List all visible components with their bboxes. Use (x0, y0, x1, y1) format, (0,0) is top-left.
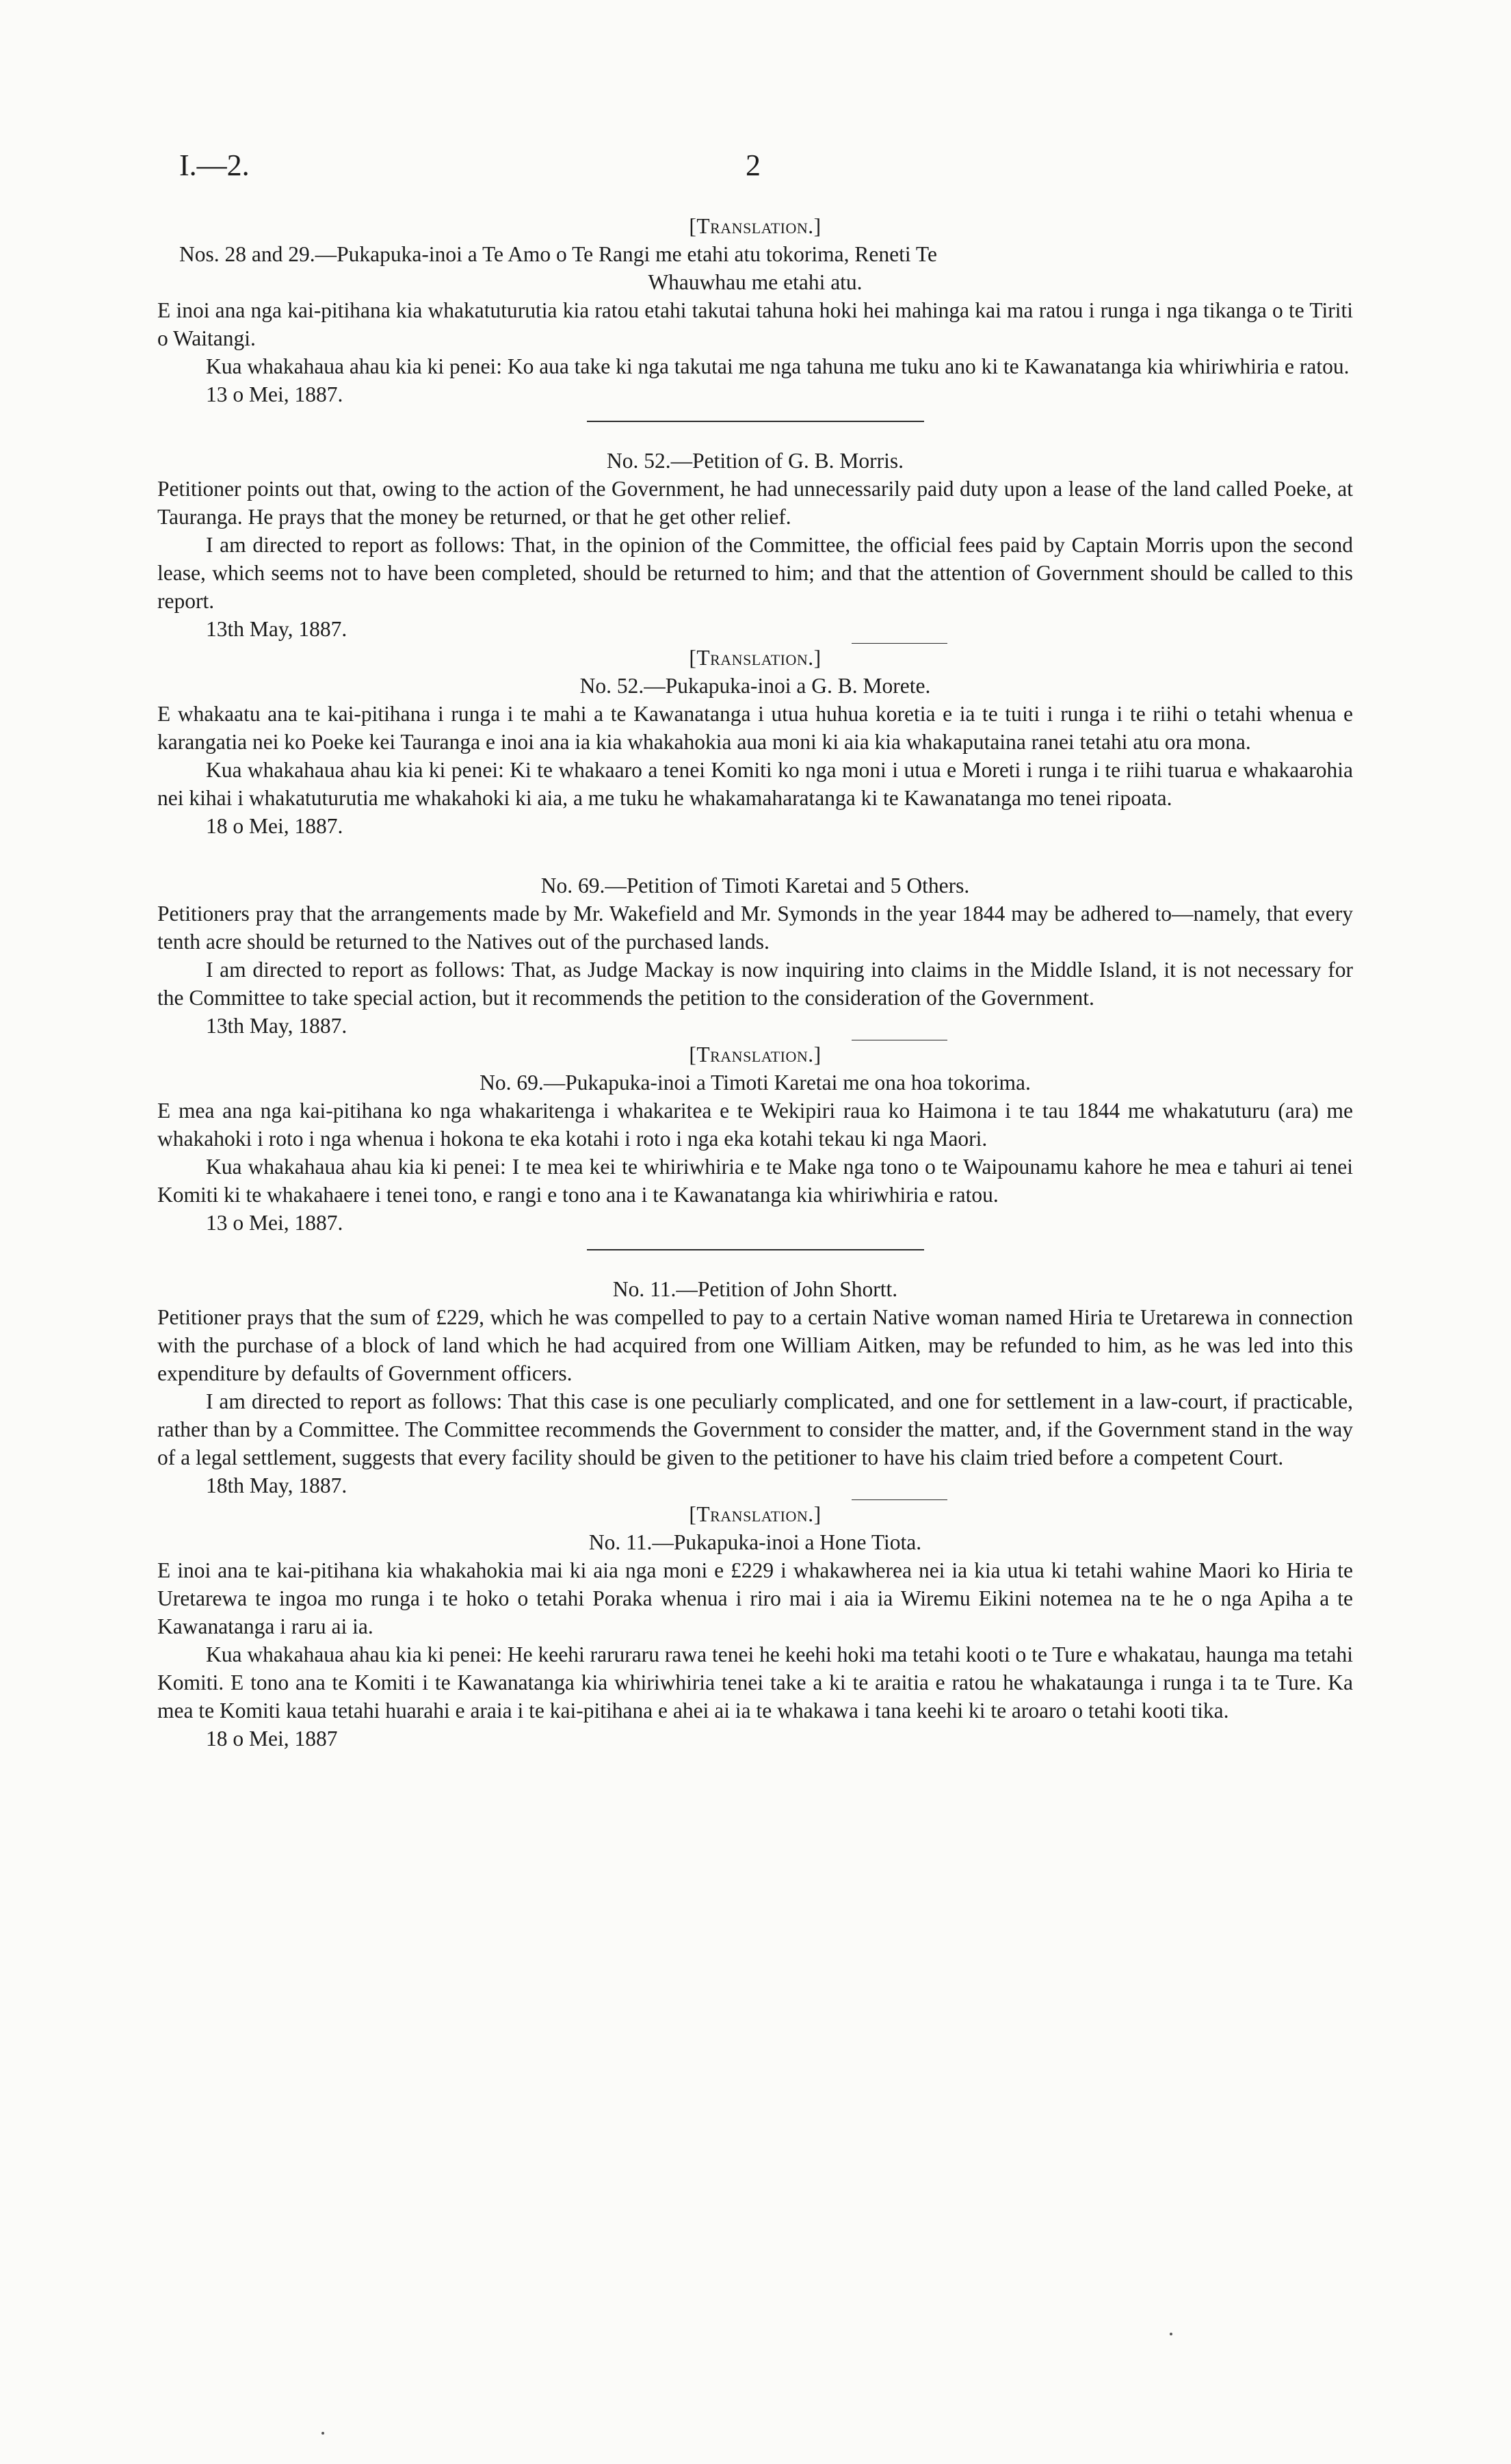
body-paragraph: I am directed to report as follows: That this case is one peculiarly complicated, and one for settlement in a law-court, if practicable, rather than by a Committee. The Committee recommends the Government to consider the matter, and, if the Government stand in the way of a legal settlement, suggests that every facility should be given to the petitioner to have his claim tried before a competent Court. (157, 1389, 1353, 1469)
date-line: 18th May, 1887. (206, 1473, 347, 1497)
body-paragraph: I am directed to report as follows: That, in the opinion of the Committee, the official fees paid by Captain Morris upon the second lease, which seems not to have been completed, should be returned to him; and that the attention of Government should be called to this report. (157, 533, 1353, 613)
body-paragraph: Petitioner prays that the sum of £229, which he was compelled to pay to a certain Native woman named Hiria te Uretarewa in connection with the purchase of a block of land which he had acquired from one William Aitken, may be refunded to him, as he was led into this expenditure by defaults of Government officers. (157, 1305, 1353, 1385)
body-paragraph: Kua whakahaua ahau kia ki penei: Ki te whakaaro a tenei Komiti ko nga moni i utua e Moreti i runga i te riihi tuarua e whakaarohia nei kihai i whakatuturutia me whakahoki ki aia, a me tuku he whakamaharatanga ki te Kawanatanga mo tenei ripoata. (157, 758, 1353, 810)
document-reference: I.—2. (179, 148, 250, 182)
translation-label: [Translation.] (689, 1502, 822, 1526)
document-body (157, 212, 1353, 1753)
section-title: No. 69.—Petition of Timoti Karetai and 5 Others. (540, 874, 970, 897)
body-paragraph: Kua whakahaua ahau kia ki penei: Ko aua take ki nga takutai me nga tahuna me tuku ano ki te Kawanatanga kia whiriwhiria e ratou. (206, 354, 1350, 378)
body-paragraph: Petitioner points out that, owing to the action of the Government, he had unnecessarily paid duty upon a lease of the land called Poeke, at Tauranga. He prays that the money be returned, or that he get other relief. (157, 477, 1353, 529)
body-paragraph: Kua whakahaua ahau kia ki penei: He keehi raruraru rawa tenei he keehi hoki ma tetahi kooti o te Ture e whakatau, haunga ma tetahi Komiti. E tono ana te Komiti i te Kawanatanga kia whiriwhiria tenei take a ki te araitia e ratou he whakataunga i runga i ta te Ture. Ka mea te Komiti kaua tetahi huarahi e araia i te kai-pitihana e ahei ai ia te whakawa i tana keehi ki te aroaro o tetahi kooti tika. (157, 1642, 1353, 1722)
section-title-continued: Whauwhau me etahi atu. (648, 270, 863, 294)
body-paragraph: Petitioners pray that the arrangements made by Mr. Wakefield and Mr. Symonds in the year 1844 may be adhered to—namely, that every tenth acre should be returned to the Natives out of the purchased lands. (157, 902, 1353, 954)
section-title: No. 52.—Petition of G. B. Morris. (606, 449, 904, 473)
date-line: 18 o Mei, 1887 (206, 1727, 338, 1751)
body-paragraph: E mea ana nga kai-pitihana ko nga whakaritenga i whakaritea e te Wekipiri raua ko Haimona i te tau 1844 me whakatuturu (ara) me whakahoki i roto i nga whenua i hokona te eka kotahi i roto i nga eka kotahi tekau ki nga Maori. (157, 1099, 1353, 1151)
date-line: 13 o Mei, 1887. (206, 382, 343, 406)
section-title: No. 52.—Pukapuka-inoi a G. B. Morete. (579, 674, 931, 698)
section-title: No. 11.—Petition of John Shortt. (612, 1277, 898, 1301)
date-line: 13th May, 1887. (206, 1014, 347, 1038)
body-paragraph: E inoi ana te kai-pitihana kia whakahokia mai ki aia nga moni e £229 i whakawherea nei ia kia utua ki tetahi wahine Maori ko Hiria te Uretarewa te ingoa mo runga i te hoko o tetahi Poraka whenua i riro mai i aia ia Wiremu Eikini notemea na te he o nga Apiha a te Kawanatanga i raru ai ia. (157, 1558, 1353, 1638)
section-title: No. 11.—Pukapuka-inoi a Hone Tiota. (588, 1530, 922, 1554)
date-line: 13 o Mei, 1887. (206, 1211, 343, 1235)
body-paragraph: I am directed to report as follows: That, as Judge Mackay is now inquiring into claims in the Middle Island, it is not necessary for the Committee to take special action, but it recommends the petition to the consideration of the Government. (157, 958, 1353, 1010)
date-line: 18 o Mei, 1887. (206, 814, 343, 838)
print-speck (1170, 2333, 1172, 2335)
translation-label: [Translation.] (689, 646, 822, 670)
body-paragraph: Kua whakahaua ahau kia ki penei: I te mea kei te whiriwhiria e te Make nga tono o te Waipounamu kahore he mea e tahuri ai tenei Komiti ki te whakahaere i tenei tono, e rangi e tono ana i te Kawanatanga kia whiriwhiria e ratou. (157, 1155, 1353, 1207)
translation-label: [Translation.] (689, 214, 822, 238)
translation-label: [Translation.] (689, 1043, 822, 1066)
body-paragraph: E whakaatu ana te kai-pitihana i runga i te mahi a te Kawanatanga i utua huhua koretia e ia te tuiti i runga i te riihi o tetahi whenua e karangatia nei ko Poeke kei Tauranga e inoi ana ia kia whakahokia aua moni ki aia kia whakaputaina ranei tetahi atu ora mona. (157, 702, 1353, 754)
section-title: Nos. 28 and 29.—Pukapuka-inoi a Te Amo o Te Rangi me etahi atu tokorima, Reneti Te (179, 242, 937, 266)
print-speck (321, 2432, 324, 2435)
date-line: 13th May, 1887. (206, 617, 347, 641)
section-title: No. 69.—Pukapuka-inoi a Timoti Karetai me ona hoa tokorima. (479, 1071, 1031, 1095)
page-number: 2 (746, 148, 761, 182)
body-paragraph: E inoi ana nga kai-pitihana kia whakatuturutia kia ratou etahi takutai tahuna hoki hei mahinga kai ma ratou i runga i nga tikanga o te Tiriti o Waitangi. (157, 298, 1353, 350)
